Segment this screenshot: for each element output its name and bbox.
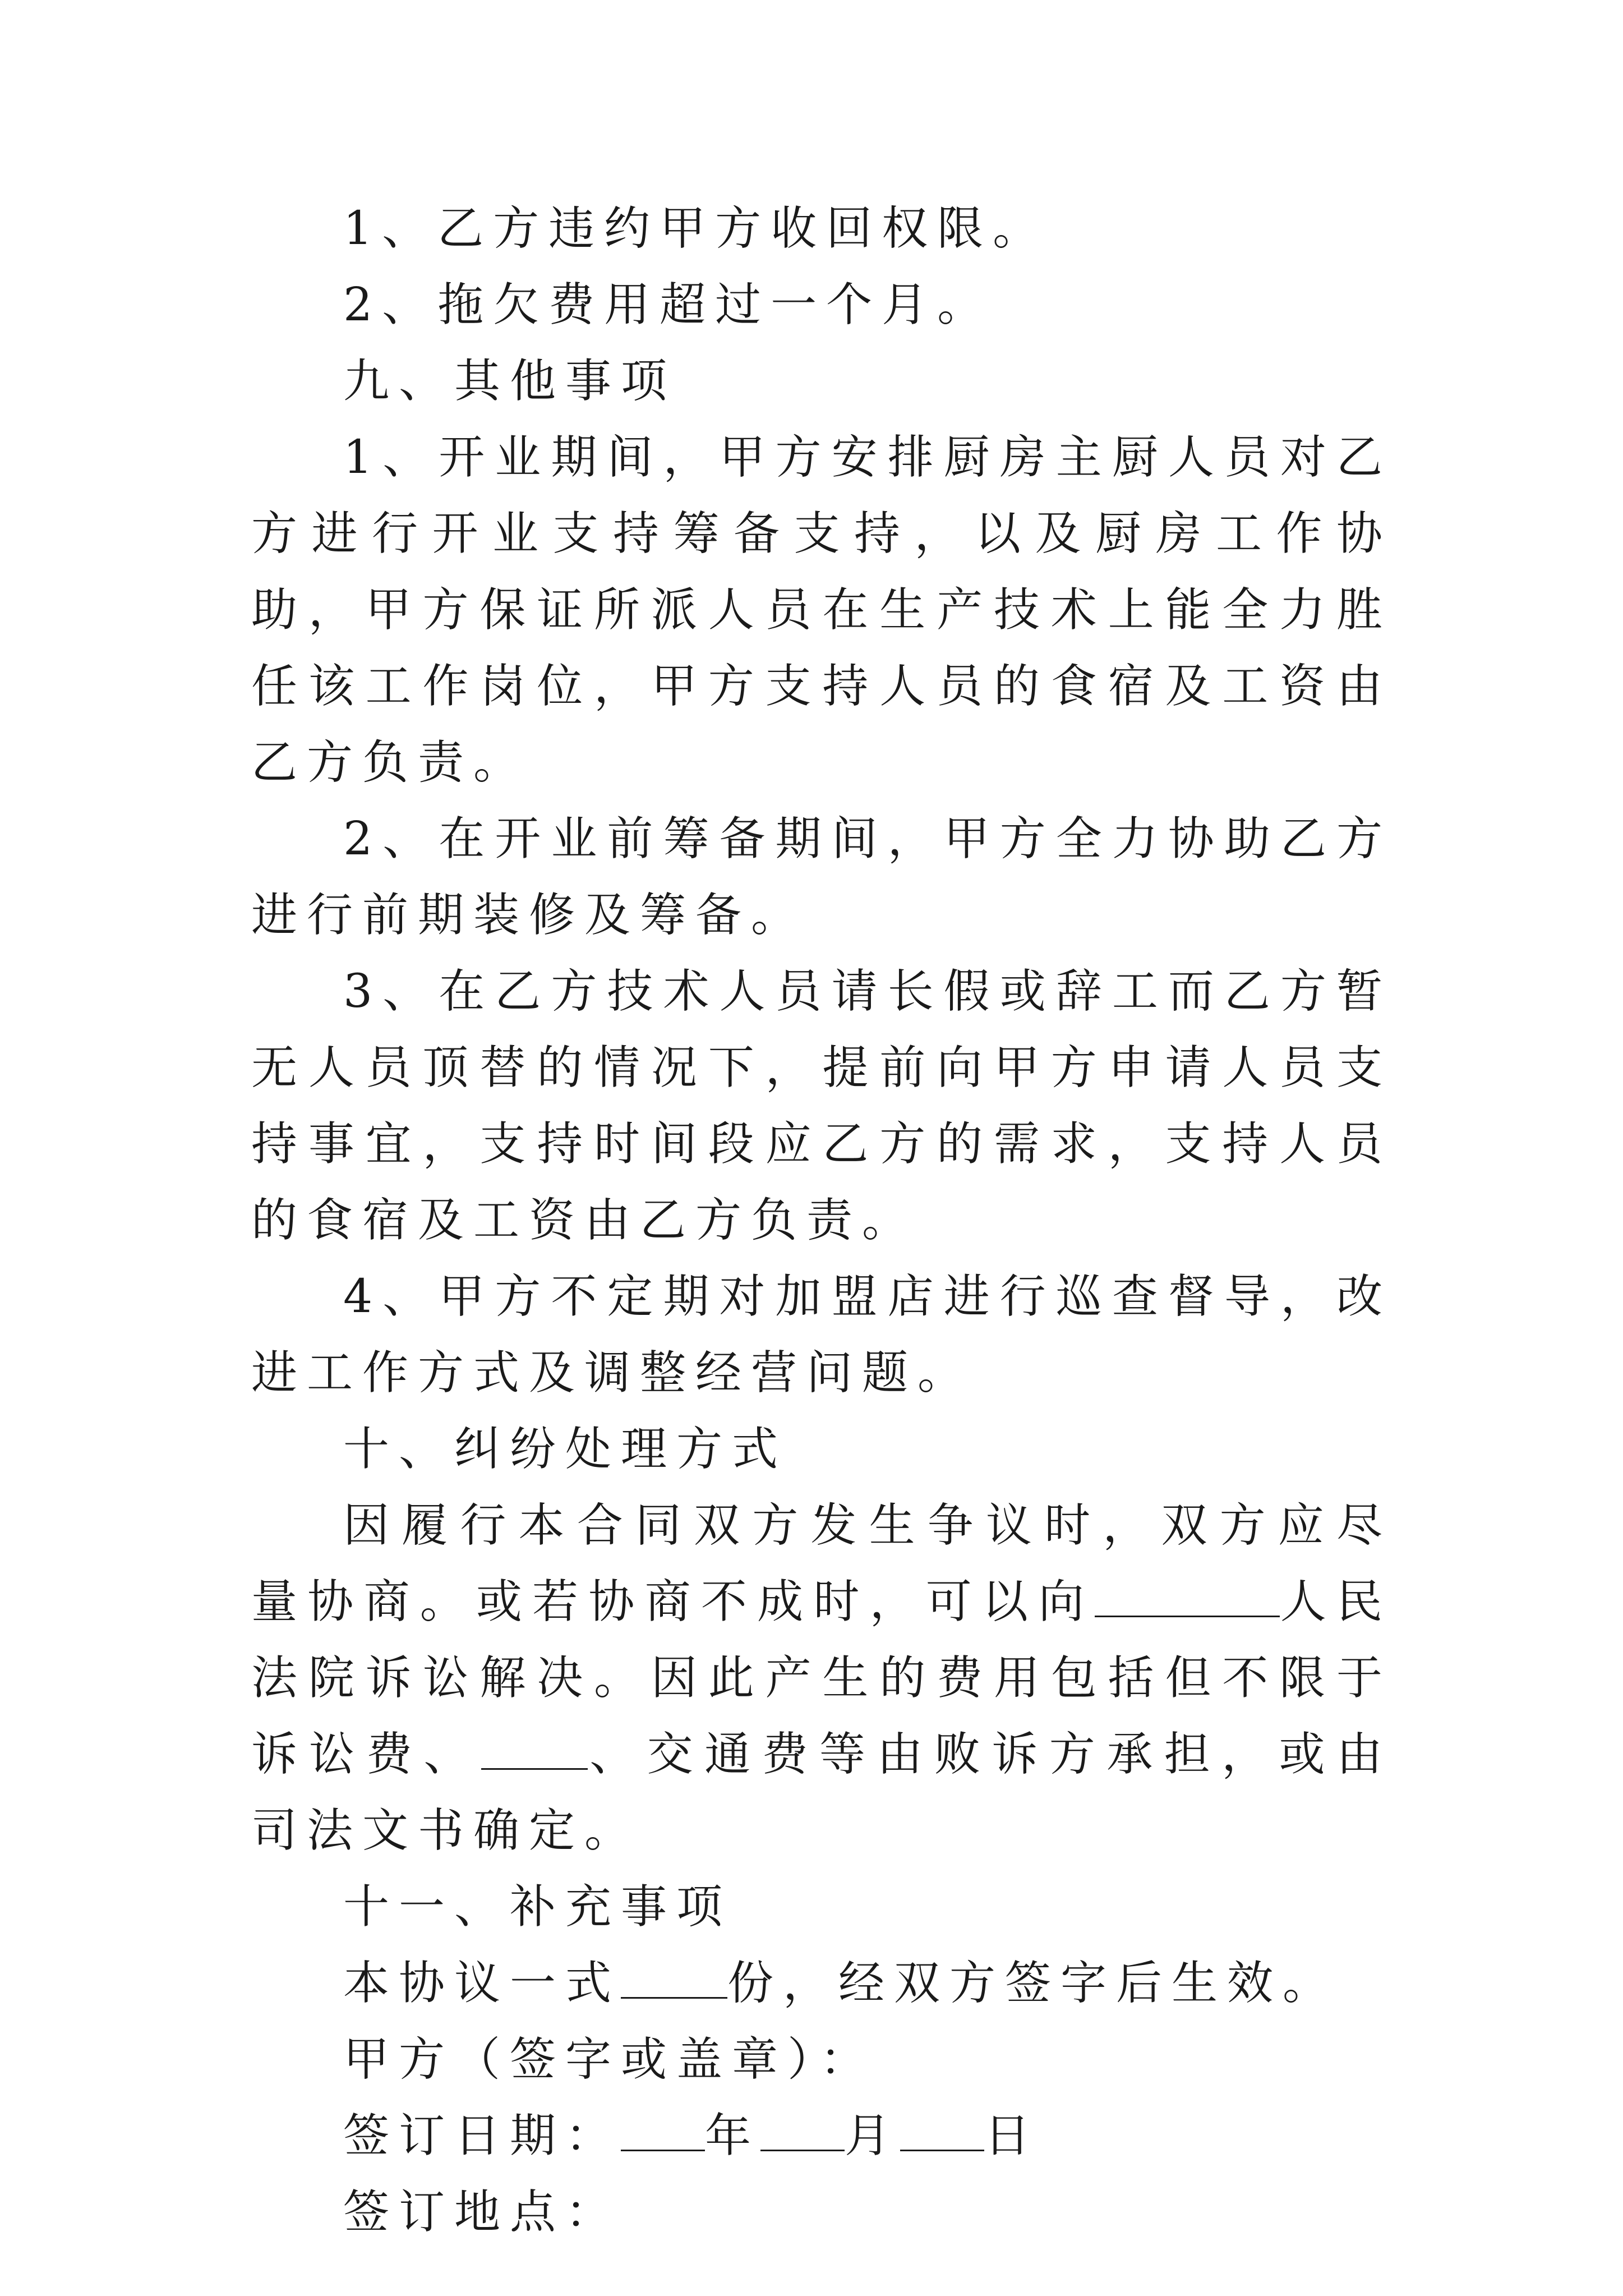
copies-blank[interactable] bbox=[621, 1960, 727, 1999]
section-10-text-1: 因履行本合同双方发生争议时，双方应尽量协商。或若协商不成时，可以向 bbox=[251, 1499, 1392, 1628]
court-blank[interactable] bbox=[1095, 1579, 1280, 1617]
year-label: 年 bbox=[705, 2109, 761, 2162]
date-label: 签订日期： bbox=[343, 2109, 621, 2162]
termination-item-2: 2、拖欠费用超过一个月。 bbox=[343, 278, 993, 332]
signing-place: 签订地点： bbox=[343, 2185, 621, 2239]
fee-blank[interactable] bbox=[481, 1731, 588, 1770]
month-blank[interactable] bbox=[760, 2113, 845, 2151]
party-a-signature: 甲方（签字或盖章）： bbox=[343, 2033, 876, 2086]
copies-text-2: 份，经双方签字后生效。 bbox=[727, 1957, 1339, 2010]
copies-text-1: 本协议一式 bbox=[343, 1957, 621, 2010]
section-10-text-3: 、交通费等由败诉方承担，或由司法文书确定。 bbox=[251, 1728, 1392, 1857]
day-label: 日 bbox=[984, 2109, 1040, 2162]
section-10-text-2: 人民法院诉讼解决。因此产生的费用包括但不限于诉讼费、 bbox=[251, 1575, 1392, 1781]
signing-date-line bbox=[251, 2098, 1392, 2174]
termination-item-1: 1、乙方违约甲方收回权限。 bbox=[343, 202, 1049, 255]
section-11-heading: 十一、补充事项 bbox=[343, 1880, 732, 1934]
section-9-item-2: 2、在开业前筹备期间，甲方全力协助乙方进行前期装修及筹备。 bbox=[251, 812, 1392, 942]
section-9-item-1: 1、开业期间，甲方安排厨房主厨人员对乙方进行开业支持筹备支持，以及厨房工作协助，甲方保证所派人员在生产技术上能全力胜任该工作岗位，甲方支持人员的食宿及工资由乙方负责。 bbox=[251, 431, 1392, 789]
section-9-heading: 九、其他事项 bbox=[343, 355, 677, 408]
section-9-item-4: 4、甲方不定期对加盟店进行巡查督导，改进工作方式及调整经营问题。 bbox=[251, 1270, 1392, 1400]
document-page bbox=[251, 191, 1392, 2251]
year-blank[interactable] bbox=[621, 2113, 705, 2151]
section-10-heading: 十、纠纷处理方式 bbox=[343, 1423, 788, 1476]
month-label: 月 bbox=[845, 2109, 901, 2162]
copies-line bbox=[251, 1945, 1392, 2022]
section-10-paragraph bbox=[251, 1488, 1392, 1869]
section-9-item-3: 3、在乙方技术人员请长假或辞工而乙方暂无人员顶替的情况下，提前向甲方申请人员支持事宜，支持时间段应乙方的需求，支持人员的食宿及工资由乙方负责。 bbox=[251, 965, 1392, 1247]
day-blank[interactable] bbox=[900, 2113, 984, 2151]
